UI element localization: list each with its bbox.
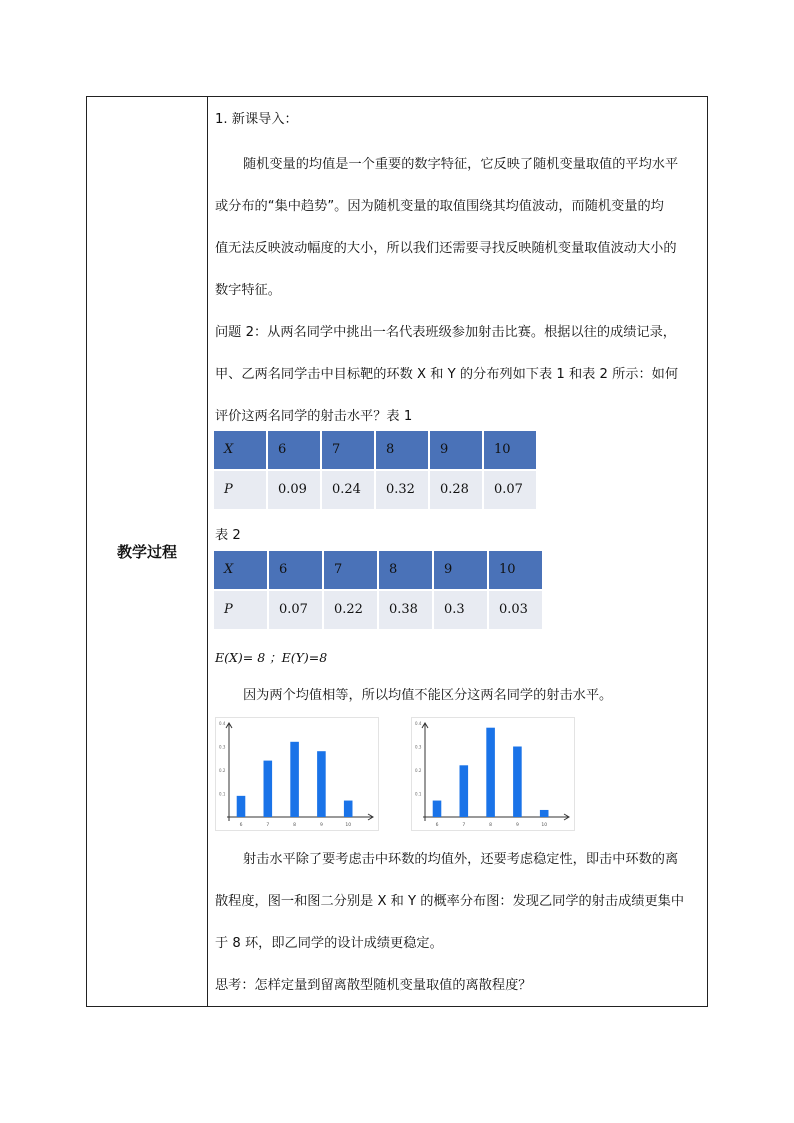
table-cell: 6 xyxy=(268,431,320,469)
bar-chart-y xyxy=(411,717,575,831)
x-tick-label: 10 xyxy=(541,823,548,828)
table-cell: 0.38 xyxy=(379,591,432,629)
conclusion-line-2: 散程度，图一和图二分别是 X 和 Y 的概率分布图：发现乙同学的射击成绩更集中 xyxy=(215,894,685,909)
bar xyxy=(433,801,442,817)
table-2-caption: 表 2 xyxy=(215,528,241,543)
bar xyxy=(540,810,549,817)
intro-line-3: 值无法反映波动幅度的大小，所以我们还需要寻找反映随机变量取值波动大小的 xyxy=(215,241,677,256)
question-line-1: 问题 2：从两名同学中挑出一名代表班级参加射击比赛。根据以往的成绩记录， xyxy=(215,325,676,340)
x-tick-label: 9 xyxy=(319,823,323,828)
intro-line-4: 数字特征。 xyxy=(215,283,281,298)
table-cell: 9 xyxy=(434,551,487,589)
distribution-table-2 xyxy=(212,549,544,631)
table-row xyxy=(214,551,542,589)
chart-x-distribution xyxy=(215,717,379,831)
y-tick-label: 0.4 xyxy=(219,721,226,726)
x-tick-label: 7 xyxy=(266,823,270,828)
bar xyxy=(290,742,299,817)
y-tick-label: 0.2 xyxy=(415,768,422,773)
table-cell: 0.22 xyxy=(324,591,377,629)
x-tick-label: 6 xyxy=(239,823,243,828)
table-cell: 0.28 xyxy=(430,471,482,509)
table-cell: 8 xyxy=(379,551,432,589)
conclusion-line-3: 于 8 环，即乙同学的设计成绩更稳定。 xyxy=(215,936,443,951)
lesson-table xyxy=(86,96,708,1007)
table-cell: 10 xyxy=(489,551,542,589)
distribution-table-1 xyxy=(212,429,538,511)
thinking-line: 思考：怎样定量到留离散型随机变量取值的离散程度？ xyxy=(215,978,532,993)
x-tick-label: 8 xyxy=(293,823,297,828)
bar xyxy=(513,747,522,818)
bar xyxy=(264,761,273,817)
conclusion-line-1: 射击水平除了要考虑击中环数的均值外，还要考虑稳定性，即击中环数的离 xyxy=(243,852,679,867)
table-cell: X xyxy=(214,431,266,469)
bar xyxy=(317,751,326,817)
bar xyxy=(344,801,353,817)
x-tick-label: 9 xyxy=(515,823,519,828)
table-cell: 8 xyxy=(376,431,428,469)
bar xyxy=(237,796,246,817)
table-cell: 0.3 xyxy=(434,591,487,629)
table-cell: 10 xyxy=(484,431,536,469)
table-cell: 7 xyxy=(322,431,374,469)
table-cell: X xyxy=(214,551,267,589)
bar xyxy=(460,765,469,817)
equal-means-line: 因为两个均值相等，所以均值不能区分这两名同学的射击水平。 xyxy=(243,688,613,703)
section-heading: 1. 新课导入： xyxy=(215,112,298,127)
table-row xyxy=(214,431,536,469)
table-cell: 0.07 xyxy=(484,471,536,509)
expectation-line: E(X)= 8 ；E(Y)=8 xyxy=(215,650,328,665)
table-row xyxy=(214,591,542,629)
x-tick-label: 7 xyxy=(462,823,466,828)
table-cell: 6 xyxy=(269,551,322,589)
row-label: 教学过程 xyxy=(116,543,177,561)
table-cell: 0.32 xyxy=(376,471,428,509)
x-tick-label: 10 xyxy=(345,823,352,828)
table-cell: 9 xyxy=(430,431,482,469)
row-label-cell xyxy=(87,97,207,1006)
column-divider xyxy=(207,97,208,1006)
y-tick-label: 0.3 xyxy=(415,744,422,750)
table-row xyxy=(214,471,536,509)
bar-chart-x xyxy=(215,717,379,831)
y-tick-label: 0.1 xyxy=(415,791,422,797)
table-cell: 0.03 xyxy=(489,591,542,629)
bar xyxy=(486,728,495,817)
question-line-3: 评价这两名同学的射击水平？表 1 xyxy=(215,409,413,424)
y-tick-label: 0.3 xyxy=(219,744,226,750)
x-tick-label: 6 xyxy=(435,823,439,828)
table-cell: 0.09 xyxy=(268,471,320,509)
y-tick-label: 0.4 xyxy=(415,721,422,726)
table-cell: 0.24 xyxy=(322,471,374,509)
question-line-2: 甲、乙两名同学击中目标靶的环数 X 和 Y 的分布列如下表 1 和表 2 所示：如何 xyxy=(215,367,679,382)
table-cell: 7 xyxy=(324,551,377,589)
table-cell: P xyxy=(214,591,267,629)
x-tick-label: 8 xyxy=(489,823,493,828)
chart-y-distribution xyxy=(411,717,575,831)
intro-line-2: 或分布的“集中趋势”。因为随机变量的取值围绕其均值波动，而随机变量的均 xyxy=(215,199,664,214)
intro-line-1: 随机变量的均值是一个重要的数字特征，它反映了随机变量取值的平均水平 xyxy=(243,157,679,172)
y-tick-label: 0.1 xyxy=(219,791,226,797)
table-cell: 0.07 xyxy=(269,591,322,629)
table-cell: P xyxy=(214,471,266,509)
y-tick-label: 0.2 xyxy=(219,768,226,773)
